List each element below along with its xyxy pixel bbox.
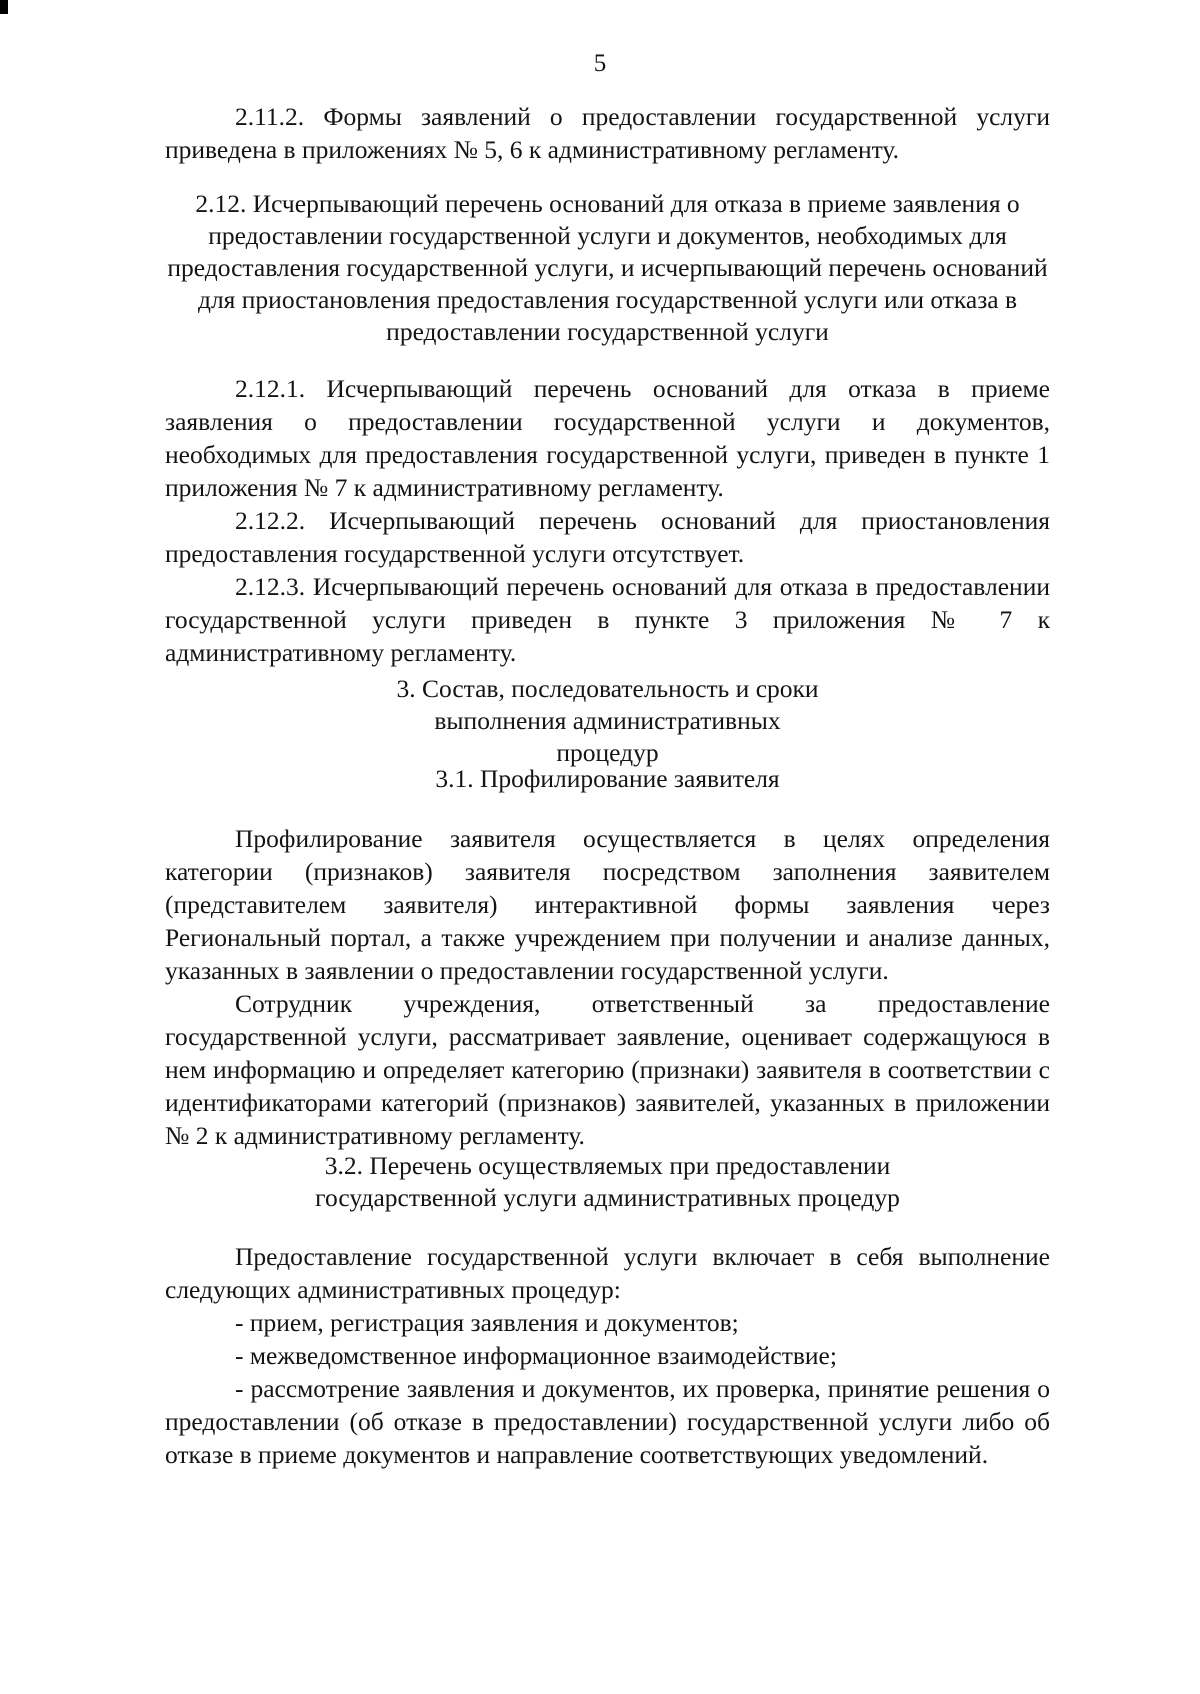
heading-2-12: 2.12. Исчерпывающий перечень оснований для отказа в приеме заявления о предоставлении государственной услуги и документов, необходимых для предоставления государственной услуги, и исчерпывающий перечень оснований для приостановления предоставления государственной услуги или отказа в предоставлении государственной услуги xyxy=(167,189,1048,346)
section-3-1-body xyxy=(165,822,1050,1152)
section-2-12-heading-block xyxy=(165,188,1050,348)
section-3-2-body xyxy=(165,1240,1050,1471)
section-2-12-subitems xyxy=(165,372,1050,669)
heading-3-1: 3.1. Профилирование заявителя xyxy=(435,764,780,793)
list-item-review: - рассмотрение заявления и документов, их проверка, принятие решения о предоставлении (об отказе в предоставлении) государственной услуги либо об отказе в приеме документов и направление соответствующих уведомлений. xyxy=(165,1374,1050,1469)
section-3-1-heading-block xyxy=(165,763,1050,795)
section-3-2-heading-block xyxy=(165,1150,1050,1214)
paragraph-3-1-profiling: Профилирование заявителя осуществляется в целях определения категории (признаков) заявителя посредством заполнения заявителем (представителем заявителя) интерактивной формы заявления через Региональный портал, а также учреждением при получении и анализе данных, указанных в заявлении о предоставлении государственной услуги. xyxy=(165,824,1050,985)
section-2-11-2 xyxy=(165,100,1050,166)
section-3-heading-block xyxy=(165,673,1050,769)
heading-3-2: 3.2. Перечень осуществляемых при предоставлении государственной услуги административных процедур xyxy=(315,1151,900,1212)
paragraph-3-1-employee: Сотрудник учреждения, ответственный за предоставление государственной услуги, рассматривает заявление, оценивает содержащуюся в нем информацию и определяет категорию (признаки) заявителя в соответствии с идентификаторами категорий (признаков) заявителей, указанных в приложении № 2 к административному регламенту. xyxy=(165,989,1050,1150)
page-number: 5 xyxy=(593,50,607,77)
list-item-interagency: - межведомственное информационное взаимодействие; xyxy=(235,1341,837,1370)
paragraph-3-2-intro: Предоставление государственной услуги включает в себя выполнение следующих административных процедур: xyxy=(165,1242,1050,1304)
paragraph-2-12-1: 2.12.1. Исчерпывающий перечень оснований для отказа в приеме заявления о предоставлении государственной услуги и документов, необходимых для предоставления государственной услуги, приведен в пункте 1 приложения № 7 к административному регламенту. xyxy=(165,374,1050,502)
paragraph-2-12-3: 2.12.3. Исчерпывающий перечень оснований для отказа в предоставлении государственной услуги приведен в пункте 3 приложения № 7 к административному регламенту. xyxy=(165,572,1050,667)
paragraph-2-12-2: 2.12.2. Исчерпывающий перечень оснований для приостановления предоставления государственной услуги отсутствует. xyxy=(165,506,1050,568)
list-item-reception: - прием, регистрация заявления и документов; xyxy=(235,1308,739,1337)
paragraph-2-11-2: 2.11.2. Формы заявлений о предоставлении государственной услуги приведена в приложениях № 5, 6 к административному регламенту. xyxy=(165,102,1050,164)
heading-3: 3. Состав, последовательность и сроки выполнения административных процедур xyxy=(396,674,819,767)
